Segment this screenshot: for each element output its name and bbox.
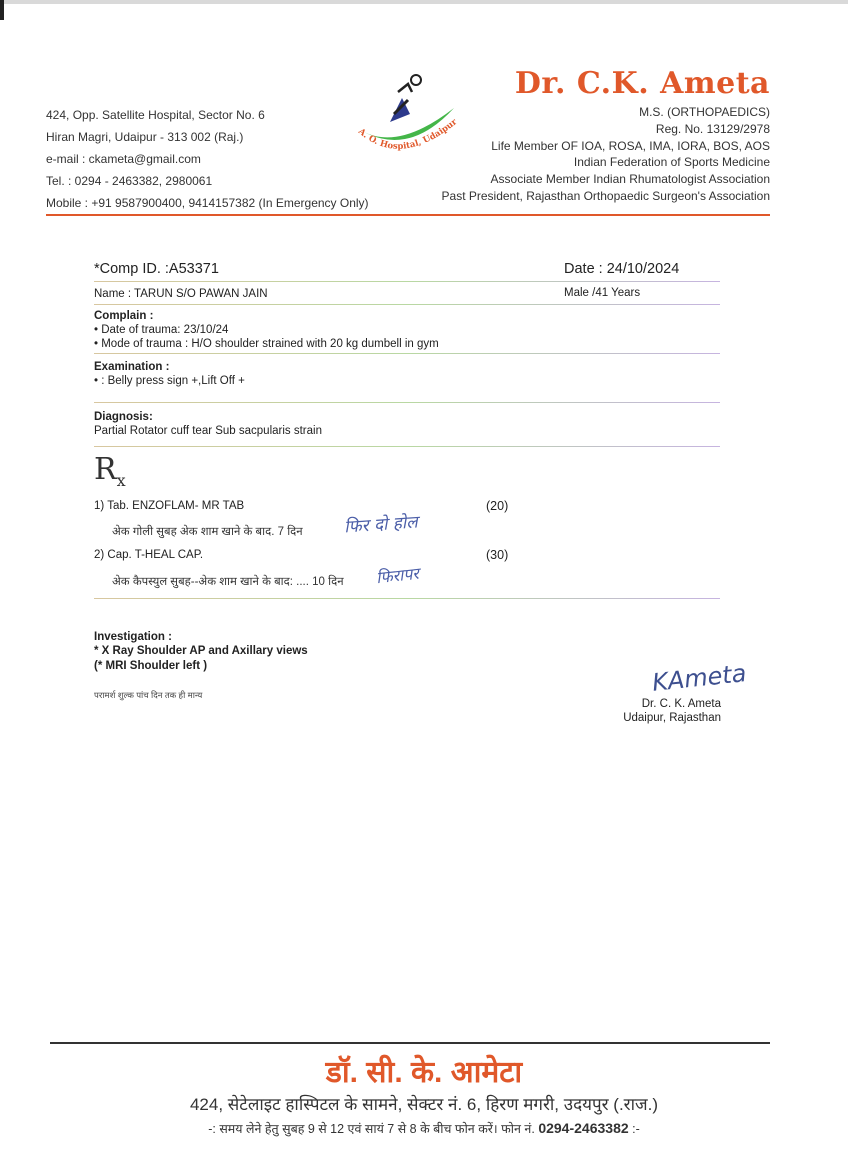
investigation-line: * X Ray Shoulder AP and Axillary views — [94, 645, 308, 657]
medication-2-handwritten: फिरापर — [375, 563, 420, 588]
credential-line: Life Member OF IOA, ROSA, IMA, IORA, BOS, AOS — [491, 138, 770, 153]
complain-line: • Date of trauma: 23/10/24 — [94, 324, 229, 336]
rx-symbol: $R_x$ — [94, 452, 126, 490]
mobile-line: Mobile : +91 9587900400, 9414157382 (In Emergency Only) — [46, 196, 369, 210]
medication-2-label: 2) Cap. T-HEAL CAP. — [94, 549, 204, 561]
doctor-credentials — [442, 104, 770, 205]
fee-validity-note: परामर्श शुल्क पांच दिन तक ही मान्य — [94, 690, 203, 700]
divider — [94, 353, 720, 354]
email-line: e-mail : ckameta@gmail.com — [46, 152, 201, 166]
scan-edge — [0, 0, 848, 4]
divider — [94, 446, 720, 447]
divider — [94, 281, 720, 282]
signature-name: Dr. C. K. Ameta — [641, 698, 721, 710]
address-line: 424, Opp. Satellite Hospital, Sector No. 6 — [46, 108, 265, 122]
footer-divider — [50, 1042, 770, 1044]
credential-line: Associate Member Indian Rhumatologist Association — [490, 172, 770, 187]
diagnosis-heading: Diagnosis: — [94, 411, 153, 423]
signature-scribble: KAmeta — [650, 659, 748, 697]
investigation-line: (* MRI Shoulder left ) — [94, 660, 208, 672]
diagnosis-text: Partial Rotator cuff tear Sub sacpularis strain — [94, 425, 322, 437]
complain-line: • Mode of trauma : H/O shoulder strained with 20 kg dumbell in gym — [94, 338, 439, 350]
comp-id: *Comp ID. :A53371 — [94, 261, 219, 277]
visit-date: Date : 24/10/2024 — [564, 261, 680, 277]
divider — [94, 304, 720, 305]
clinic-address — [46, 104, 369, 214]
header-divider — [46, 214, 770, 216]
medication-2-instruction: अेक कैपस्युल सुबह--अेक शाम खाने के बाद: .... 10 दिन — [112, 576, 344, 588]
medication-2-qty: (30) — [486, 548, 509, 562]
credential-line: M.S. (ORTHOPAEDICS) — [639, 105, 770, 119]
scan-corner — [0, 0, 4, 20]
divider — [94, 598, 720, 599]
address-line: Hiran Magri, Udaipur - 313 002 (Raj.) — [46, 130, 244, 144]
divider — [94, 402, 720, 403]
medication-1-qty: (20) — [486, 499, 509, 513]
footer-timing: -: समय लेने हेतु सुबह 9 से 12 एवं सायं 7 से 8 के बीच फोन करें। फोन नं. 0294-2463382 :- — [208, 1120, 640, 1136]
examination-line: • : Belly press sign +,Lift Off + — [94, 375, 245, 387]
credential-line: Past President, Rajasthan Orthopaedic Surgeon's Association — [441, 188, 770, 203]
investigation-heading: Investigation : — [94, 631, 172, 643]
footer-doctor-name-hindi: डॉ. सी. के. आमेटा — [325, 1056, 523, 1089]
medication-1-label: 1) Tab. ENZOFLAM- MR TAB — [94, 500, 245, 512]
telephone-line: Tel. : 0294 - 2463382, 2980061 — [46, 174, 213, 188]
patient-name: Name : TARUN S/O PAWAN JAIN — [94, 288, 268, 300]
examination-heading: Examination : — [94, 361, 170, 373]
signature-place: Udaipur, Rajasthan — [623, 712, 721, 724]
footer-address-hindi: 424, सेटेलाइट हास्पिटल के सामने, सेक्टर नं. 6, हिरण मगरी, उदयपुर (.राज.) — [189, 1095, 659, 1114]
footer-phone: 0294-2463382 — [538, 1120, 629, 1136]
patient-gender-age: Male /41 Years — [564, 287, 641, 299]
doctor-name: Dr. C.K. Ameta — [514, 66, 770, 101]
logo-text: A. O. Hospital, Udaipur — [356, 117, 460, 152]
medication-1-handwritten: फिर दो होल — [343, 512, 419, 538]
credential-line: Reg. No. 13129/2978 — [655, 121, 770, 136]
credential-line: Indian Federation of Sports Medicine — [573, 155, 770, 170]
complain-heading: Complain : — [94, 310, 154, 322]
medication-1-instruction: अेक गोली सुबह अेक शाम खाने के बाद. 7 दिन — [112, 526, 303, 538]
